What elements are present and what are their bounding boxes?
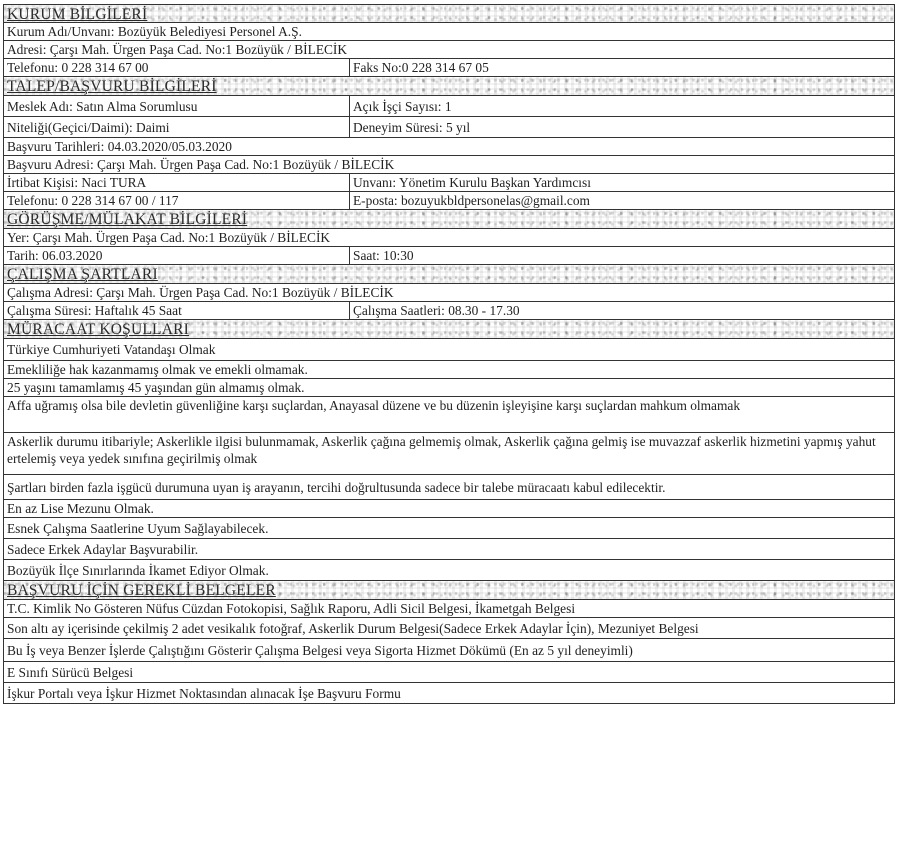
kurum-adi-row (3, 23, 895, 41)
belge-text: Son altı ay içerisinde çekilmiş 2 adet vesikalık fotoğraf, Askerlik Durum Belgesi(Sadece Erkek Adaylar İçin), Mezuniyet Belgesi (7, 621, 699, 636)
section-header-calisma (3, 265, 895, 284)
kosul-text: Bozüyük İlçe Sınırlarında İkamet Ediyor Olmak. (7, 563, 269, 578)
kurum-adres-row (3, 41, 895, 59)
kurum-telefon: Telefonu: 0 228 314 67 00 (4, 59, 350, 76)
section-header-talep (3, 77, 895, 96)
irtibat-row (3, 174, 895, 192)
basvuru-tarihleri-row (3, 138, 895, 156)
kosul-text: Askerlik durumu itibariyle; Askerlikle ilgisi bulunmamak, Askerlik çağına gelmemiş olmak, Askerlik çağına gelmiş ise muvazzaf askerlik hizmetini yapmış yahut ertelemiş veya yedek sınıfına geçirilmiş olmak (7, 434, 876, 466)
talep-meslek-row (3, 96, 895, 117)
kosul-text: Sadece Erkek Adaylar Başvurabilir. (7, 542, 199, 557)
kosul-text: Affa uğramış olsa bile devletin güvenliğine karşı suçlardan, Anayasal düzene ve bu düzenin işleyişine karşı suçlardan mahkum olmamak (7, 398, 741, 413)
deneyim-suresi: Deneyim Süresi: 5 yıl (353, 120, 471, 135)
kurum-adres: Adresi: Çarşı Mah. Ürgen Paşa Cad. No:1 Bozüyük / BİLECİK (7, 42, 348, 57)
section-title: GÖRÜŞME/MÜLAKAT BİLGİLERİ (7, 211, 248, 228)
list-item (3, 500, 895, 518)
gorusme-zaman-row (3, 247, 895, 265)
section-title: TALEP/BAŞVURU BİLGİLERİ (7, 78, 217, 95)
talep-telefon: Telefonu: 0 228 314 67 00 / 117 (4, 192, 350, 209)
kosul-text: Emekliliğe hak kazanmamış olmak ve emekli olmamak. (7, 362, 308, 377)
list-item (3, 518, 895, 539)
kosul-text: Şartları birden fazla işgücü durumuna uyan iş arayanın, tercihi doğrultusunda sadece bir talebe müracaatı kabul edilecektir. (7, 480, 666, 495)
talep-nitelik-row (3, 117, 895, 138)
kosul-text: Türkiye Cumhuriyeti Vatandaşı Olmak (7, 342, 216, 357)
irtibat-kisisi: İrtibat Kişisi: Naci TURA (4, 174, 350, 191)
irtibat-unvan: Unvanı: Yönetim Kurulu Başkan Yardımcısı (353, 175, 591, 190)
section-header-belgeler (3, 581, 895, 600)
list-item (3, 560, 895, 581)
gorusme-saat: Saat: 10:30 (353, 248, 414, 263)
nitelik: Niteliği(Geçici/Daimi): Daimi (4, 117, 350, 137)
list-item (3, 662, 895, 683)
section-header-muracaat (3, 320, 895, 339)
list-item (3, 683, 895, 704)
basvuru-adresi: Başvuru Adresi: Çarşı Mah. Ürgen Paşa Cad. No:1 Bozüyük / BİLECİK (7, 157, 395, 172)
section-header-gorusme (3, 210, 895, 229)
list-item (3, 397, 895, 433)
basvuru-adresi-row (3, 156, 895, 174)
list-item (3, 339, 895, 361)
acik-isci-sayisi: Açık İşçi Sayısı: 1 (353, 99, 452, 114)
section-title: MÜRACAAT KOŞULLARI (7, 321, 190, 338)
belge-text: E Sınıfı Sürücü Belgesi (7, 665, 134, 680)
basvuru-tarihleri: Başvuru Tarihleri: 04.03.2020/05.03.2020 (7, 139, 232, 154)
calisma-adresi-row (3, 284, 895, 302)
list-item (3, 639, 895, 662)
kosul-text: En az Lise Mezunu Olmak. (7, 501, 154, 516)
calisma-suresi: Çalışma Süresi: Haftalık 45 Saat (4, 302, 350, 319)
gorusme-yer: Yer: Çarşı Mah. Ürgen Paşa Cad. No:1 Bozüyük / BİLECİK (7, 230, 331, 245)
section-title: KURUM BİLGİLERİ (7, 6, 148, 23)
list-item (3, 361, 895, 379)
kosul-text: 25 yaşını tamamlamış 45 yaşından gün almamış olmak. (7, 380, 305, 395)
list-item (3, 618, 895, 639)
job-posting-document (3, 4, 895, 704)
talep-eposta: E-posta: bozuyukbldpersonelas@gmail.com (353, 193, 590, 208)
kurum-faks: Faks No:0 228 314 67 05 (353, 60, 489, 75)
list-item (3, 539, 895, 560)
kurum-iletisim-row (3, 59, 895, 77)
meslek-adi: Meslek Adı: Satın Alma Sorumlusu (4, 96, 350, 116)
gorusme-yer-row (3, 229, 895, 247)
list-item (3, 475, 895, 500)
belge-text: T.C. Kimlik No Gösteren Nüfus Cüzdan Fotokopisi, Sağlık Raporu, Adli Sicil Belgesi, İkametgah Belgesi (7, 601, 576, 616)
list-item (3, 379, 895, 397)
section-title: BAŞVURU İÇİN GEREKLİ BELGELER (7, 582, 276, 599)
list-item (3, 600, 895, 618)
kosul-text: Esnek Çalışma Saatlerine Uyum Sağlayabilecek. (7, 521, 269, 536)
section-header-kurum (3, 4, 895, 23)
list-item (3, 433, 895, 475)
belge-text: Bu İş veya Benzer İşlerde Çalıştığını Gösterir Çalışma Belgesi veya Sigorta Hizmet Dökümü (En az 5 yıl deneyimli) (7, 643, 633, 658)
calisma-sure-row (3, 302, 895, 320)
gorusme-tarih: Tarih: 06.03.2020 (4, 247, 350, 264)
calisma-adresi: Çalışma Adresi: Çarşı Mah. Ürgen Paşa Cad. No:1 Bozüyük / BİLECİK (7, 285, 394, 300)
belge-text: İşkur Portalı veya İşkur Hizmet Noktasından alınacak İşe Başvuru Formu (7, 686, 401, 701)
section-title: ÇALIŞMA ŞARTLARI (7, 266, 158, 283)
kurum-adi: Kurum Adı/Unvanı: Bozüyük Belediyesi Personel A.Ş. (7, 24, 302, 39)
calisma-saatleri: Çalışma Saatleri: 08.30 - 17.30 (353, 303, 520, 318)
talep-iletisim-row (3, 192, 895, 210)
